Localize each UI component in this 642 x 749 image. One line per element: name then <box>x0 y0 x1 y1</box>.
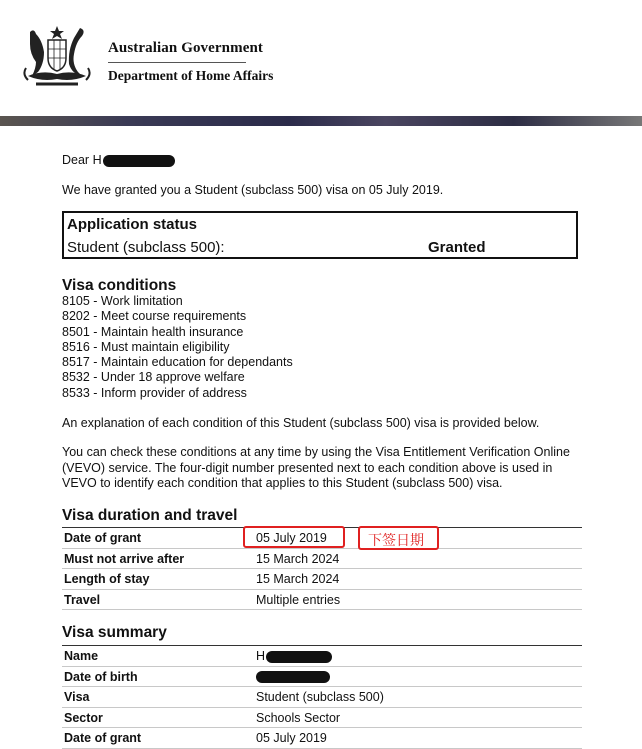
table-row <box>62 708 582 729</box>
name-initial: H <box>256 649 266 663</box>
table-row <box>62 667 582 688</box>
row-label: Date of birth <box>64 669 138 684</box>
grant-date-highlight <box>243 526 345 548</box>
vevo-line: (VEVO) service. The four-digit number presented next to each condition above is used in <box>62 460 553 475</box>
row-value: Schools Sector <box>256 710 341 725</box>
condition-item: 8105 - Work limitation <box>62 294 183 308</box>
table-row <box>62 728 582 749</box>
redaction <box>256 671 330 683</box>
coat-of-arms-icon <box>22 24 92 90</box>
row-value: Student (subclass 500) <box>256 690 384 704</box>
condition-item: 8533 - Inform provider of address <box>62 385 247 400</box>
table-row <box>62 569 582 590</box>
table-row <box>62 590 582 611</box>
row-value: Multiple entries <box>256 592 341 607</box>
vevo-line: VEVO to identify each condition that applies to this Student (subclass 500) visa. <box>62 476 503 490</box>
status-label: Student (subclass 500): <box>67 239 225 256</box>
summary-table <box>62 645 582 749</box>
table-row <box>62 687 582 708</box>
row-value <box>256 670 330 684</box>
application-status-box <box>62 211 578 259</box>
condition-item: 8517 - Maintain education for dependants <box>62 355 293 370</box>
row-value: 05 July 2019 <box>256 731 327 745</box>
vevo-paragraph <box>62 445 570 492</box>
table-row <box>62 549 582 570</box>
conditions-list <box>62 294 293 401</box>
row-value <box>256 649 332 663</box>
condition-item: 8516 - Must maintain eligibility <box>62 339 230 354</box>
duration-title: Visa duration and travel <box>62 507 238 524</box>
row-value: 05 July 2019 <box>256 531 327 545</box>
header-band <box>0 116 642 126</box>
conditions-title: Visa conditions <box>62 277 177 294</box>
row-label: Travel <box>64 592 101 607</box>
vevo-line: You can check these conditions at any time by using the Visa Entitlement Verification Online <box>62 445 570 459</box>
row-label: Date of grant <box>64 531 142 545</box>
title-divider <box>108 62 246 63</box>
status-value: Granted <box>428 239 486 256</box>
greeting-text: Dear H <box>62 153 102 167</box>
condition-item: 8532 - Under 18 approve welfare <box>62 370 245 385</box>
row-label: Length of stay <box>64 572 150 586</box>
row-label: Visa <box>64 690 90 704</box>
greeting <box>62 153 175 169</box>
row-label: Sector <box>64 710 103 725</box>
row-value: 15 March 2024 <box>256 572 340 586</box>
annotation-label: 下签日期 <box>368 533 424 549</box>
gov-line-1: Australian Government <box>108 40 264 56</box>
row-label: Date of grant <box>64 731 142 745</box>
summary-title: Visa summary <box>62 624 167 641</box>
row-label: Name <box>64 649 99 663</box>
table-row <box>62 645 582 667</box>
row-value: 15 March 2024 <box>256 551 340 566</box>
explanation-text: An explanation of each condition of this Student (subclass 500) visa is provided below. <box>62 416 540 430</box>
condition-item: 8202 - Meet course requirements <box>62 309 247 324</box>
gov-line-2: Department of Home Affairs <box>108 68 274 83</box>
condition-item: 8501 - Maintain health insurance <box>62 324 244 339</box>
redaction <box>103 155 175 167</box>
row-label: Must not arrive after <box>64 551 185 566</box>
redaction <box>266 651 332 663</box>
annotation-box <box>358 526 439 550</box>
government-title <box>108 40 273 84</box>
intro-text: We have granted you a Student (subclass 500) visa on 05 July 2019. <box>62 183 444 197</box>
status-title: Application status <box>67 216 198 233</box>
